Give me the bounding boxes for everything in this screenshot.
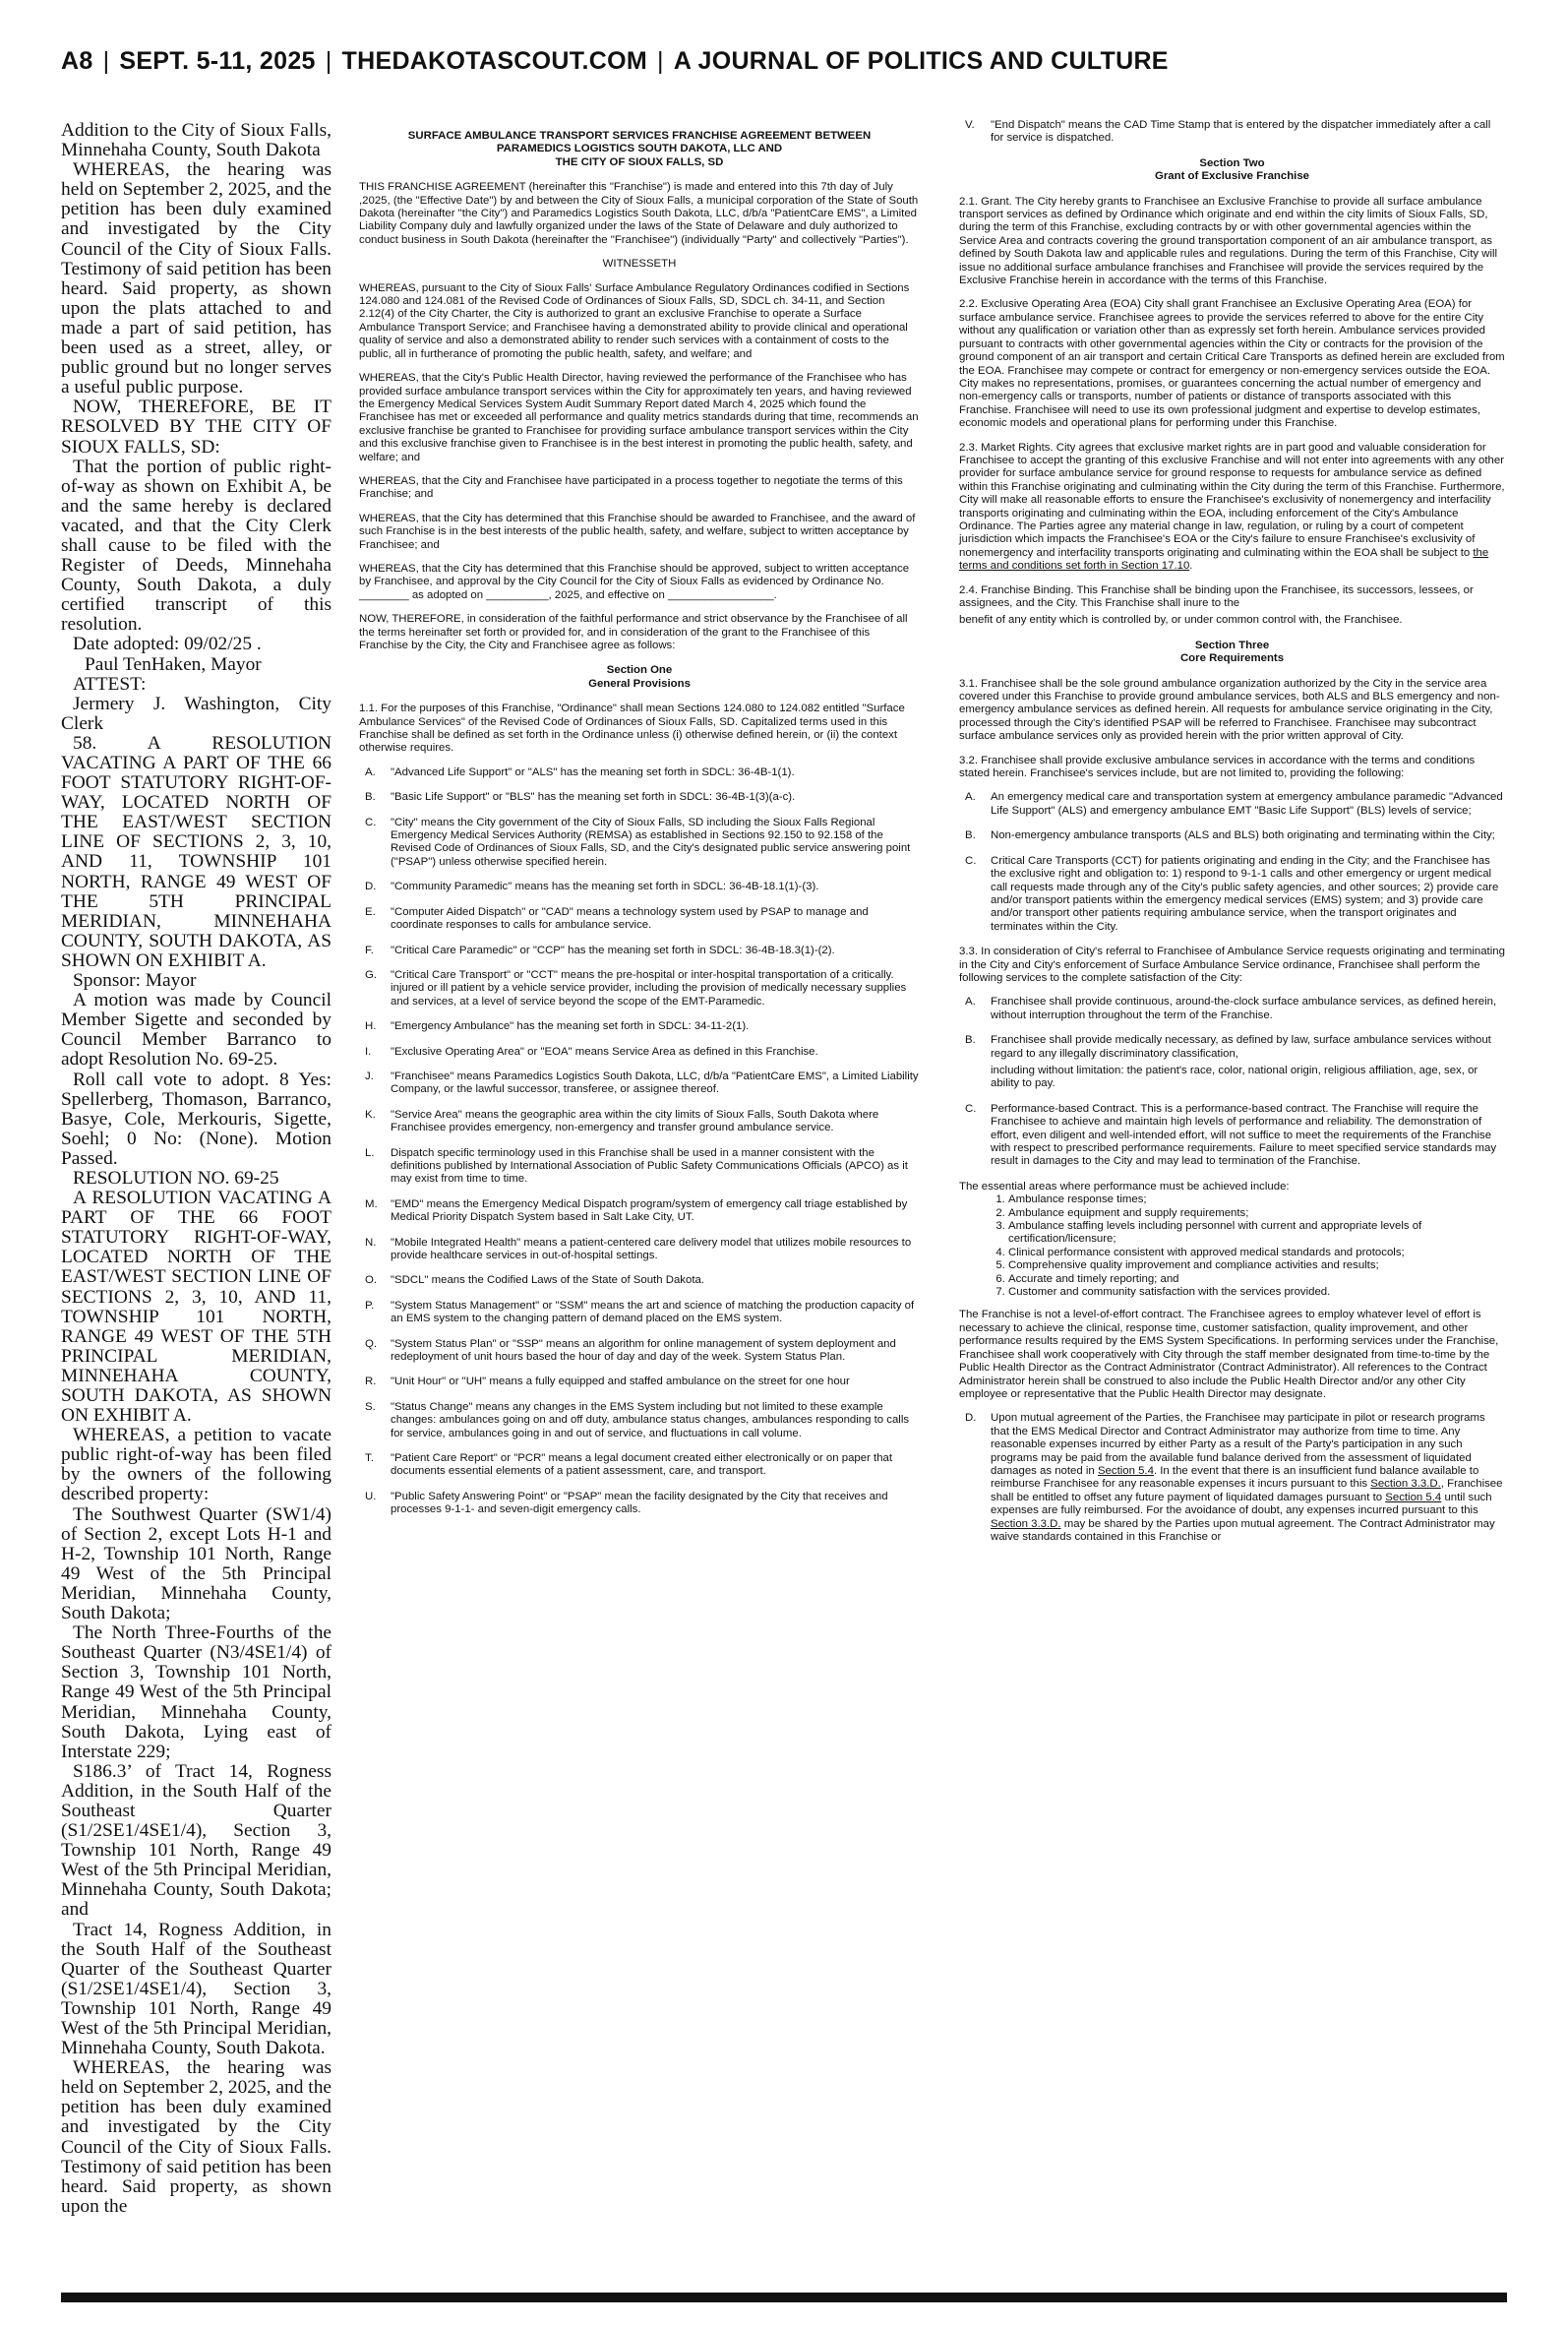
site-url[interactable]: THEDAKOTASCOUT.COM [341,47,648,75]
essential-area-item: 5. Comprehensive quality improvement and compliance activities and results; [1008,1259,1505,1272]
notice-paragraph: Sponsor: Mayor [73,970,197,992]
definition-item [359,1491,920,1517]
notice-paragraph: Addition to the City of Sioux Falls, Minnehaha County, South Dakota [61,120,332,161]
definition-text: Dispatch specific terminology used in this Franchise shall be used in a manner consistent with the definitions published by International Association of Public Safety Communications Officials (APCO) as it may exist from time to time. [391,1146,908,1186]
section-reference-link[interactable]: Section 5.4 [1385,1491,1442,1503]
essential-area-item: 7. Customer and community satisfaction with the services provided. [1008,1286,1505,1299]
list-text: An emergency medical care and transportation system at emergency ambulance paramedic "Advanced Life Support" (ALS) and emergency ambulance EMT "Basic Life Support" (BLS) levels of service; [991,791,1503,817]
definition-text: "System Status Plan" or "SSP" means an algorithm for online management of system deployment and redeployment of unit hours based the hour of day and day of the week. System Status Plan. [391,1337,896,1364]
section-heading [959,157,1505,184]
franchise-agreement-right-column [959,119,1505,1556]
witnesseth-heading: WITNESSETH [602,258,677,271]
essential-areas-intro: The essential areas where performance must be achieved include: [959,1180,1290,1193]
definition-text: "Computer Aided Dispatch" or "CAD" means a technology system used by PSAP to manage and coordinate responses to calls for ambulance service. [391,905,869,932]
notice-paragraph: WHEREAS, the hearing was held on September 2, 2025, and the petition has been duly examined and investigated by the City Council of the City of Sioux Falls. Testimony of said petition has been heard. Said property, as shown upon the [61,2057,332,2217]
definition-letter: U. [365,1490,377,1502]
definition-item [359,1237,920,1263]
clause-text: 2.4. Franchise Binding. This Franchise shall be binding upon the Franchisee, its successors, lessees, or assignees, and the City. This Franchise shall inure to the [959,583,1474,609]
legal-notices-column [61,121,332,2217]
definition-text: "Patient Care Report" or "PCR" means a legal document created either electronically or on paper that documents essential elements of a patient assessment, care, and transport. [391,1452,893,1478]
definition-text: "SDCL" means the Codified Laws of the State of South Dakota. [391,1274,704,1287]
clause-2-4-continued: benefit of any entity which is controlled by, or under common control with, the Franchisee. [959,614,1403,627]
list-item [959,1412,1505,1544]
section-heading [959,640,1505,666]
definition-text: "Unit Hour" or "UH" means a fully equipped and staffed ambulance on the street for one hour [391,1376,850,1388]
definition-letter: K. [365,1108,376,1121]
notice-paragraph: WHEREAS, the hearing was held on September 2, 2025, and the petition has been duly examined and investigated by the City Council of the City of Sioux Falls. Testimony of said petition has been heard. Said property, as shown upon the plats attached to and made a part of said petition, has been used as a street, alley, or public ground but no longer serves a useful public purpose. [61,159,332,398]
clause-2-4 [959,584,1505,611]
definition-text: "Critical Care Transport" or "CCT" means the pre-hospital or inter-hospital transportation of a critically. injured or ill patient by a vehicle service provider, including the provision of medically necessary supplies and services, at a level of service beyond the scope of the EMT-Paramedic. [391,968,907,1008]
whereas-clause: WHEREAS, that the City has determined that this Franchise should be awarded to Franchisee, and the award of such Franchise is in the best interests of the public health, safety, and welfare, subject to written acceptance by Franchisee; and [359,512,916,551]
whereas-clause: WHEREAS, pursuant to the City of Sioux Falls' Surface Ambulance Regulatory Ordinances codified in Sections 124.080 and 124.081 of the Revised Code of Ordinances of Sioux Falls, SD, SDCL ch. 34-11, and Section 2.12(4) of the City Charter, the City is authorized to grant an exclusive Franchise to operate a Surface Ambulance Transport Service; and Franchisee having a demonstrated ability to provide clinical and operational quality of service and also a demonstrated ability to render such services with a containment of costs to the public, all in furtherance of promoting the public health, safety, and welfare; and [359,281,910,360]
list-item-continued [959,1065,1505,1091]
clause-3-2: 3.2. Franchisee shall provide exclusive ambulance services in accordance with the terms and conditions stated herein. Franchisee's services include, but are not limited to, providing the following: [959,754,1476,780]
masthead: A8 | SEPT. 5-11, 2025 | THEDAKOTASCOUT.COM | A JOURNAL OF POLITICS AND CULTURE [61,47,1169,75]
agreement-title-line: PARAMEDICS LOGISTICS SOUTH DAKOTA, LLC AND [496,143,783,155]
definition-text: "Mobile Integrated Health" means a patient-centered care delivery model that utilizes mobile resources to provide healthcare services in out-of-hospital settings. [391,1236,912,1261]
essential-area-item: 6. Accurate and timely reporting; and [1008,1273,1505,1286]
clause-1-1: 1.1. For the purposes of this Franchise, "Ordinance" shall mean Sections 124.080 to 124.082 entitled "Surface Ambulance Services" of the Revised Code of Ordinances of Sioux Falls, SD. Capitalized terms used in this Franchise shall be defined as set forth in the Ordinance unless (i) otherwise defined herein, or (ii) the context otherwise requires. [359,703,905,755]
definition-item [359,766,920,779]
essential-area-item: 3. Ambulance staffing levels including personnel with current and appropriate levels of certification/licensure; [1008,1220,1505,1247]
clause-2-3: 2.3. Market Rights. City agrees that exclusive market rights are in part good and valuable consideration for Franchisee to accept the granting of this exclusive Franchise and will not enter into agreements with any other provider for surface ambulance service for ground response to requests for ambulance service as defined within this Franchise originating and culminating within the City during the term of this Franchise. Furthermore, City will make all reasonable efforts to ensure the Franchisee's exclusivity of nonemergency and interfacility transports originating and culminating within the EOA, including enforcement of the City's Ambulance Ordinance. The Parties agree any material change in law, regulation, or ruling by a court of competent jurisdiction which impacts the Franchisee's EOA or the City's failure to ensure Franchisee's exclusivity of nonemergency and interfacility transports originating and culminating within the EOA shall be subject to the terms and conditions set forth in Section 17.10. [959,441,1505,573]
list-item [959,855,1505,934]
list-letter: A. [965,791,976,804]
definition-item [359,1109,920,1135]
list-text-part: . In the event that there is an insufficient fund balance available to reimburse Franchisee for any reasonable expenses it incurs pursuant to this [991,1464,1479,1491]
notice-paragraph: The North Three-Fourths of the Southeast Quarter (N3/4SE1/4) of Section 3, Township 101 North, Range 49 West of the 5th Principal Meridian, Minnehaha County, South Dakota, Lying east of Interstate 229; [61,1622,332,1762]
definition-letter: V. [965,119,975,131]
notice-paragraph: A RESOLUTION VACATING A PART OF THE 66 FOOT STATUTORY RIGHT-OF-WAY, LOCATED NORTH OF THE EAST/WEST SECTION LINE OF SECTIONS 2, 3, 10, AND 11, TOWNSHIP 101 NORTH, RANGE 49 WEST OF THE 5TH PRINCIPAL MERIDIAN, MINNEHAHA COUNTY, SOUTH DAKOTA, AS SHOWN ON EXHIBIT A. [61,1188,332,1427]
definition-letter: J. [365,1070,374,1082]
list-item [959,996,1505,1022]
definition-text: "Status Change" means any changes in the EMS System including but not limited to these example changes: ambulances going on and off duty, ambulance status changes, ambulances responding to calls for service, ambulances going in and out of service, and fluctuations in call volume. [391,1400,910,1439]
definition-letter: C. [365,816,377,828]
definition-text: "Service Area" means the geographic area within the city limits of Sioux Falls, South Dakota where Franchisee provides emergency, non-emergency and transfer ground ambulance service. [391,1108,879,1134]
notice-paragraph: ATTEST: [73,673,147,695]
list-text: Non-emergency ambulance transports (ALS and BLS) both originating and terminating within the City; [991,829,1495,842]
definition-letter: Q. [365,1337,378,1350]
section-number: Section One [606,664,673,677]
definition-item [359,1452,920,1479]
definition-item [359,1198,920,1225]
definition-item [359,906,920,933]
notice-paragraph: WHEREAS, a petition to vacate public right-of-way has been filed by the owners of the following described property: [61,1425,332,1505]
definition-text: "Emergency Ambulance" has the meaning set forth in SDCL: 34-11-2(1). [391,1020,750,1033]
essential-areas-list [959,1193,1505,1299]
notice-paragraph: Date adopted: 09/02/25 . [73,634,262,655]
definition-item [359,1147,920,1187]
issue-date: SEPT. 5-11, 2025 [119,47,316,75]
notice-paragraph: That the portion of public right-of-way as shown on Exhibit A, be and the same hereby is declared vacated, and that the City Clerk shall cause to be filed with the Register of Deeds, Minnehaha County, South Dakota, a duly certified transcript of this resolution. [61,456,332,636]
notice-paragraph: The Southwest Quarter (SW1/4) of Section 2, except Lots H-1 and H-2, Township 101 North, Range 49 West of the 5th Principal Meridian, Minnehaha County, South Dakota; [61,1503,332,1624]
definition-text: "Exclusive Operating Area" or "EOA" means Service Area as defined in this Franchise. [391,1045,818,1058]
definition-letter: D. [365,881,377,893]
list-item [959,1103,1505,1169]
list-text: Franchisee shall provide continuous, around-the-clock surface ambulance services, as defined herein, without interruption throughout the term of the Franchise. [991,996,1497,1021]
section-title: Core Requirements [1179,652,1285,665]
list-text: Franchisee shall provide medically necessary, as defined by law, surface ambulance services without regard to any illegally discriminatory classification, [991,1034,1491,1060]
definition-letter: G. [365,968,378,981]
clause-text: 2.3. Market Rights. City agrees that exclusive market rights are in part good and valuable consideration for Franchisee to accept the granting of this exclusive Franchise and will not enter into agreements with any other provider for surface ambulance service for ground response to requests for ambulance service as defined within this Franchise originating and culminating within the City during the term of this Franchise. Furthermore, City will make all reasonable efforts to ensure the Franchisee's exclusivity of nonemergency and interfacility transports originating and culminating within the EOA, including enforcement of the City's Ambulance Ordinance. The Parties agree any material change in law, regulation, or ruling by a court of competent jurisdiction which impacts the Franchisee's EOA or the City's failure to ensure Franchisee's exclusivity of nonemergency and interfacility transports originating and culminating within the EOA shall be subject to [959,441,1505,559]
franchise-agreement-left-column [359,130,920,1529]
list-item [959,791,1505,818]
definition-letter: P. [365,1299,375,1312]
services-list [959,791,1505,934]
agreement-title-line: THE CITY OF SIOUX FALLS, SD [555,155,724,168]
definition-item [359,1401,920,1440]
list-letter: C. [965,1102,977,1115]
whereas-clause: WHEREAS, that the City's Public Health Director, having reviewed the performance of the Franchisee who has provided surface ambulance transport services within the City for approximately ten years, and having reviewed the Emergency Medical Services System Audit Summary Report dated March 4, 2025 which found the Franchisee has met or exceeded all performance and quality metrics standards during that time, recommends an exclusive franchise be granted to Franchisee for providing surface ambulance transport services within the City and this exclusive franchise given to Franchisee is in the best interest in promoting the public health, safety, and welfare; and [359,372,919,463]
definition-item [359,1046,920,1059]
tagline: A JOURNAL OF POLITICS AND CULTURE [673,47,1169,75]
list-text: Performance-based Contract. This is a performance-based contract. The Franchise will require the Franchisee to achieve and maintain high levels of performance and reliability. The demonstration of effort, even diligent and well-intended effort, will not suffice to meet the requirements of the Franchise with respect to prescribed performance requirements. Failure to meet specified service standards may result in damages to the City and may lead to termination of the Franchise. [991,1102,1497,1168]
essential-area-item: 1. Ambulance response times; [1008,1193,1505,1206]
definition-text: "Franchisee" means Paramedics Logistics South Dakota, LLC, d/b/a "PatientCare EMS", a Limited Liability Company, or the lawful successor, transferee, or assignee thereof. [391,1070,919,1096]
whereas-clause: WHEREAS, that the City has determined that this Franchise should be approved, subject to written acceptance by Franchisee, and approval by the City Council for the City of Sioux Falls as evidenced by Ordinance No. ________ as adopted on __________, 2025, and effective on _________________. [359,562,910,601]
definition-letter: S. [365,1400,376,1413]
definition-letter: I. [365,1045,372,1058]
page-number: A8 [61,47,93,75]
section-number: Section Three [1194,639,1270,651]
definition-letter: A. [365,765,376,778]
list-text-part: may be shared by the Parties upon mutual agreement. The Contract Administrator may waive standards contained in this Franchise or [991,1517,1495,1543]
list-text: including without limitation: the patient's race, color, national origin, religious affiliation, age, sex, or ability to pay. [991,1064,1478,1090]
notice-paragraph: NOW, THEREFORE, BE IT RESOLVED BY THE CITY OF SIOUX FALLS, SD: [61,397,332,458]
definition-item [359,817,920,870]
definition-item [359,1300,920,1326]
now-therefore-clause: NOW, THEREFORE, in consideration of the faithful performance and strict observance by the Franchisee of all the terms hereinafter set forth or provided for, and in consideration of the grant to the Franchisee of this Franchise by the City, the City and Franchisee agree as follows: [359,613,908,651]
definition-item [359,945,920,957]
section-title: General Provisions [588,677,691,690]
definition-text: "Public Safety Answering Point" or "PSAP" mean the facility designated by the City that receives and processes 9-1-1- and seven-digit emergency calls. [391,1490,888,1516]
section-heading [359,664,920,691]
level-of-effort-paragraph: The Franchise is not a level-of-effort contract. The Franchisee agrees to employ whatever level of effort is necessary to achieve the clinical, response time, customer satisfaction, quality improvement, and other performance results required by the EMS System Specifications. In performing services under the Franchise, Franchisee shall work cooperatively with City through the staff member designated from time-to-time by the Public Health Director as the Contract Administrator (Contract Administrator). All references to the Contract Administrator herein shall be construed to also include the Public Health Director and/or any other City employee or representative that the Public Health Director may designate. [959,1309,1499,1400]
clause-3-1: 3.1. Franchisee shall be the sole ground ambulance organization authorized by the City in the service area covered under this Franchise to provide ground ambulance services, both ALS and BLS emergency and non-emergency ambulance services as defined herein. All requests for ambulance service originating in the City, processed through the City's identified PSAP will be referred to Franchisee. Franchisee may subcontract surface ambulance services only as provided herein with the prior written approval of City. [959,677,1500,743]
section-reference-link[interactable]: the terms and conditions set forth in Section 17.10 [959,546,1489,573]
list-item [959,1034,1505,1061]
list-letter: D. [965,1412,977,1425]
notice-paragraph: RESOLUTION NO. 69-25 [73,1167,279,1189]
list-text-part: , Franchisee shall be entitled to offset any future payment of liquidated damages pursuant to [991,1478,1503,1503]
definition-text: "Basic Life Support" or "BLS" has the meaning set forth in SDCL: 36-4B-1(3)(a-c). [391,791,796,804]
notice-paragraph: S186.3’ of Tract 14, Rogness Addition, in the South Half of the Southeast Quarter (S1/2SE1/4SE1/4), Section 3, Township 101 North, Range 49 West of the 5th Principal Meridian, Minnehaha County, South Dakota; and [61,1760,332,1921]
list-letter: C. [965,854,977,867]
definition-item [359,1338,920,1365]
list-text-part: until such expenses are fully reimbursed. For the avoidance of doubt, any expenses incurred pursuant to this [991,1491,1492,1517]
definition-item [359,881,920,893]
agreement-title-line: SURFACE AMBULANCE TRANSPORT SERVICES FRANCHISE AGREEMENT BETWEEN [407,130,872,142]
definition-letter: O. [365,1274,378,1287]
definition-text: "City" means the City government of the City of Sioux Falls, SD including the Sioux Falls Regional Emergency Medical Services Authority (REMSA) as established in Sections 92.150 to 92.158 of the Revised Code of Ordinances of Sioux Falls, SD, and the City's designated public service answering point ("PSAP") unless otherwise specified herein. [391,816,911,868]
definition-letter: E. [365,905,376,918]
definition-letter: F. [365,944,374,956]
definition-text: "Critical Care Paramedic" or "CCP" has the meaning set forth in SDCL: 36-4B-18.3(1)-(2). [391,944,835,956]
definition-letter: M. [365,1197,378,1210]
section-number: Section Two [1199,156,1265,169]
definition-letter: R. [365,1376,377,1388]
list-item [959,829,1505,842]
definition-item [359,791,920,804]
notice-paragraph: Roll call vote to adopt. 8 Yes: Spellerberg, Thomason, Barranco, Basye, Cole, Merkouris, Sigette, Soehl; 0 No: (None). Motion Passed. [61,1069,332,1169]
definition-text: "System Status Management" or "SSM" means the art and science of matching the production capacity of an EMS system to the changing pattern of demand placed on the EMS system. [391,1299,915,1325]
section-reference-link[interactable]: Section 5.4 [1097,1464,1154,1477]
whereas-clause: WHEREAS, that the City and Franchisee have participated in a process together to negotiate the terms of this Franchise; and [359,474,903,501]
notice-paragraph: Paul TenHaken, Mayor [85,653,262,675]
definitions-list [359,766,920,1517]
list-text-part: Upon mutual agreement of the Parties, the Franchisee may participate in pilot or research programs that the EMS Medical Director and Contract Administrator may authorize from time to time. Any reasonable expenses incurred by either Party as a result of the Party's participation in any such programs may be paid from the available fund balance derived from the assessment of liquidated damages as noted in [991,1412,1485,1477]
list-letter: A. [965,996,976,1009]
page-bottom-rule [61,2293,1507,2302]
section-reference-link[interactable]: Section 3.3.D. [1370,1478,1441,1491]
list-text [991,1412,1505,1544]
definition-letter: L. [365,1146,375,1159]
definition-text: "EMD" means the Emergency Medical Dispatch program/system of emergency call triage established by Medical Priority Dispatch System based in Salt Lake City, UT. [391,1197,908,1224]
list-letter: B. [965,829,976,842]
definition-item [359,1071,920,1097]
agreement-title [359,130,920,169]
notice-paragraph: 58. A RESOLUTION VACATING A PART OF THE 66 FOOT STATUTORY RIGHT-OF-WAY, LOCATED NORTH OF THE EAST/WEST SECTION LINE OF SECTIONS 2, 3, 10, AND 11, TOWNSHIP 101 NORTH, RANGE 49 WEST OF THE 5TH PRINCIPAL MERIDIAN, MINNEHAHA COUNTY, SOUTH DAKOTA, AS SHOWN ON EXHIBIT A. [61,732,332,971]
definition-item [959,119,1505,146]
notice-paragraph: Jermery J. Washington, City Clerk [61,693,332,734]
definition-text: "Community Paramedic" means has the meaning set forth in SDCL: 36-4B-18.1(1)-(3). [391,881,819,893]
notice-paragraph: A motion was made by Council Member Sigette and seconded by Council Member Barranco to adopt Resolution No. 69-25. [61,990,332,1071]
essential-area-item: 2. Ambulance equipment and supply requirements; [1008,1207,1505,1220]
clause-3-3: 3.3. In consideration of City's referral to Franchisee of Ambulance Service requests originating and terminating in the City and City's enforcement of Surface Ambulance Service ordinance, Franchisee shall perform the following services to the complete satisfaction of the City: [959,946,1505,984]
list-text: Critical Care Transports (CCT) for patients originating and ending in the City; and the Franchisee has the exclusive right and obligation to: 1) respond to 9-1-1 calls and other emergency or urgent medical call requests made through any of the City's public safety agencies, and other sources; 2) provide care and/or transport patients within the emergency medical services (EMS) system; and 3) provide care and/or transport other patients requiring ambulance service, when the transport originates and terminates within the City. [991,854,1499,933]
notice-paragraph: Tract 14, Rogness Addition, in the South Half of the Southeast Quarter of the Southeast Quarter (S1/2SE1/4SE1/4), Section 3, Township 101 North, Range 49 West of the 5th Principal Meridian, Minnehaha County, South Dakota. [61,1919,332,2059]
definition-letter: B. [365,791,376,804]
definition-item [359,1376,920,1388]
clause-2-2: 2.2. Exclusive Operating Area (EOA) City shall grant Franchisee an Exclusive Operating Area (EOA) for surface ambulance service. Franchisee agrees to provide the services referred to above for the entire City without any qualification or variation other than as expressly set forth herein. Ambulance services provided pursuant to contracts with other governmental agencies within the City or contracts for the provision of the ground component of an air transport and certain Critical Care Transports as defined herein are excluded from the EOA. Franchisee may compete or contract for emergency or non-emergency services outside the EOA. City makes no representations, promises, or guarantees concerning the actual number of emergency and non-emergency calls or transports, number of patients or distance of transports associated with this Franchise. Franchisee will need to use its own professional judgment and expertise to develop estimates, economic models and operational plans for performing under this Franchise. [959,298,1505,430]
intro-paragraph: THIS FRANCHISE AGREEMENT (hereinafter this "Franchise") is made and entered into this 7th day of July ,2025, (the "Effective Date") by and between the City of Sioux Falls, a municipal corporation of the State of South Dakota (hereinafter "the City") and Paramedics Logistics South Dakota, LLC, d/b/a "PatientCare EMS", a Limited Liability Company duly and lawfully organized under the laws of the State of Delaware and duly authorized to conduct business in South Dakota (hereinafter the "Franchisee") (individually "Party" and collectively "Parties"). [359,181,919,246]
definition-item [359,969,920,1009]
definition-text: "End Dispatch" means the CAD Time Stamp that is entered by the dispatcher immediately after a call for service is dispatched. [991,119,1491,145]
essential-area-item: 4. Clinical performance consistent with approved medical standards and protocols; [1008,1247,1505,1259]
definition-letter: H. [365,1020,377,1033]
definition-letter: T. [365,1452,374,1465]
definition-item [359,1020,920,1033]
clause-2-1: 2.1. Grant. The City hereby grants to Franchisee an Exclusive Franchise to provide all surface ambulance transport services as defined by Ordinance which originate and end within the city limits of Sioux Falls, SD, during the term of this Franchise, excluding contracts by or with other governmental agencies within the Service Area and contracts covering the ground transportation component of an air ambulance transport, as defined by South Dakota law and applicable rules and regulations. During the term of this Franchise, City will issue no additional surface ambulance franchises and Franchisee will provide the services required by the Exclusive Franchise herein in accordance with the terms of this Franchise. [959,195,1498,287]
section-title: Grant of Exclusive Franchise [1155,170,1309,183]
definition-text: "Advanced Life Support" or "ALS" has the meaning set forth in SDCL: 36-4B-1(1). [391,765,795,778]
section-reference-link[interactable]: Section 3.3.D. [991,1517,1061,1530]
definition-letter: N. [365,1236,377,1249]
list-letter: B. [965,1034,976,1047]
definition-item [359,1274,920,1287]
